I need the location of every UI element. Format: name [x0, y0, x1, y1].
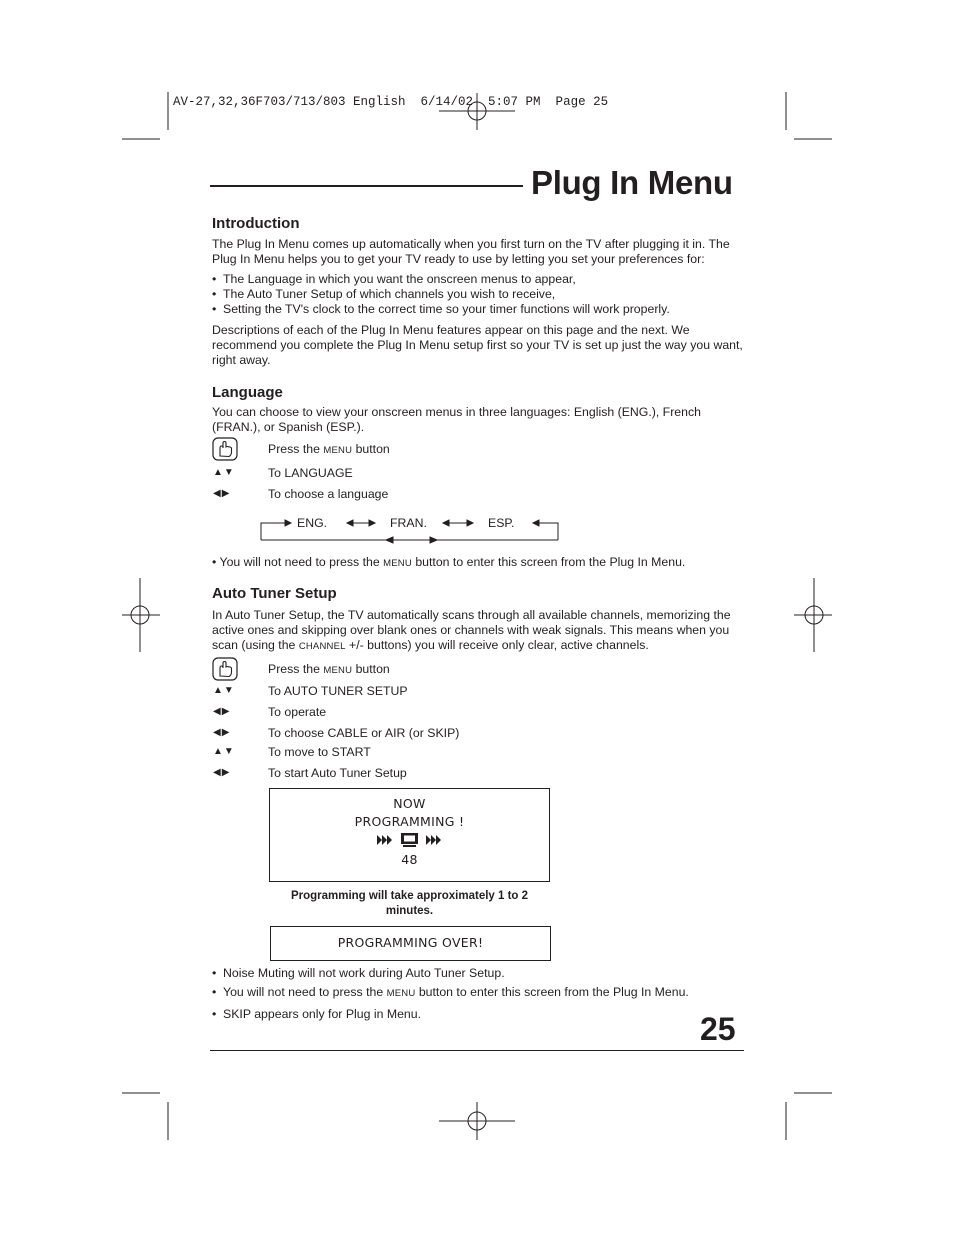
auto-tuner-step-2: To AUTO TUNER SETUP — [268, 684, 408, 698]
introduction-bullet-list — [212, 272, 744, 317]
left-right-arrows-icon: ◀▶ — [213, 767, 231, 778]
page-title: Plug In Menu — [531, 164, 733, 201]
registration-mark-left — [122, 578, 160, 652]
up-down-arrows-icon: ▲▼ — [213, 467, 235, 478]
cycle-fran-label: FRAN. — [390, 516, 427, 530]
language-step-2: To LANGUAGE — [268, 466, 353, 480]
screen-line-now: NOW — [393, 796, 426, 811]
up-down-arrows-icon: ▲▼ — [213, 685, 235, 696]
introduction-heading: Introduction — [212, 215, 300, 232]
language-paragraph: You can choose to view your onscreen menus in three languages: English (ENG.), French (FRAN.), or Spanish (ESP.). — [212, 405, 701, 434]
registration-mark-bottom — [439, 1102, 515, 1140]
cycle-eng-label: ENG. — [297, 516, 328, 530]
programming-caption: Programming will take approximately 1 to 2 minutes. — [290, 890, 529, 917]
up-down-arrows-icon: ▲▼ — [213, 746, 235, 757]
introduction-paragraph-2: Descriptions of each of the Plug In Menu features appear on this page and the next. We recommend you complete the Plug In Menu setup first so your TV is set up just the way you want, right away. — [212, 323, 743, 367]
page-number: 25 — [700, 1011, 736, 1047]
menu-button-icon — [212, 437, 238, 461]
list-item: • Noise Muting will not work during Auto Tuner Setup. — [212, 966, 752, 981]
registration-mark-top — [439, 93, 515, 130]
title-rule — [210, 185, 523, 187]
programming-screen — [269, 788, 550, 882]
list-item: • Setting the TV's clock to the correct time so your timer functions will work properly. — [212, 302, 744, 317]
programming-over-screen: PROGRAMMING OVER! — [270, 926, 551, 961]
channel-number: 48 — [401, 852, 418, 867]
left-right-arrows-icon: ◀▶ — [213, 727, 231, 738]
list-item: • You will not need to press the MENU button to enter this screen from the Plug In Menu. — [212, 985, 752, 1001]
auto-tuner-step-4: To choose CABLE or AIR (or SKIP) — [268, 726, 460, 740]
bottom-rule — [210, 1050, 744, 1051]
auto-tuner-step-6: To start Auto Tuner Setup — [268, 766, 407, 780]
list-item: • The Language in which you want the onscreen menus to appear, — [212, 272, 744, 287]
auto-tuner-step-1: Press the MENU button — [268, 662, 390, 676]
introduction-paragraph: The Plug In Menu comes up automatically when you first turn on the TV after plugging it in. The Plug In Menu helps you to get your TV ready to use by letting you set your preferences for: — [212, 237, 730, 266]
left-right-arrows-icon: ◀▶ — [213, 706, 231, 717]
auto-tuner-notes — [212, 966, 752, 1022]
menu-button-icon — [212, 657, 238, 681]
auto-tuner-step-3: To operate — [268, 705, 327, 719]
auto-tuner-heading: Auto Tuner Setup — [212, 585, 337, 602]
language-note: • You will not need to press the MENU button to enter this screen from the Plug In Menu. — [212, 555, 686, 569]
registration-mark-right — [794, 578, 832, 652]
auto-tuner-step-5: To move to START — [268, 745, 371, 759]
cycle-esp-label: ESP. — [488, 516, 515, 530]
print-header: AV-27,32,36F703/713/803 English 6/14/02 5:07 PM Page 25 — [173, 95, 609, 109]
screen-line-programming: PROGRAMMING ! — [354, 814, 465, 829]
auto-tuner-paragraph: In Auto Tuner Setup, the TV automatically scans through all available channels, memorizing the active ones and skipping over blank ones or channels with weak signals. This means when you scan (using the CHANNEL +/- buttons) you will receive only clear, active channels. — [212, 608, 731, 652]
list-item: • The Auto Tuner Setup of which channels you wish to receive, — [212, 287, 744, 302]
left-right-arrows-icon: ◀▶ — [213, 488, 231, 499]
language-heading: Language — [212, 384, 283, 401]
language-step-1: Press the MENU button — [268, 442, 390, 456]
scanning-tv-icon — [375, 832, 445, 848]
list-item: • SKIP appears only for Plug in Menu. — [212, 1007, 752, 1022]
language-step-3: To choose a language — [268, 487, 389, 501]
